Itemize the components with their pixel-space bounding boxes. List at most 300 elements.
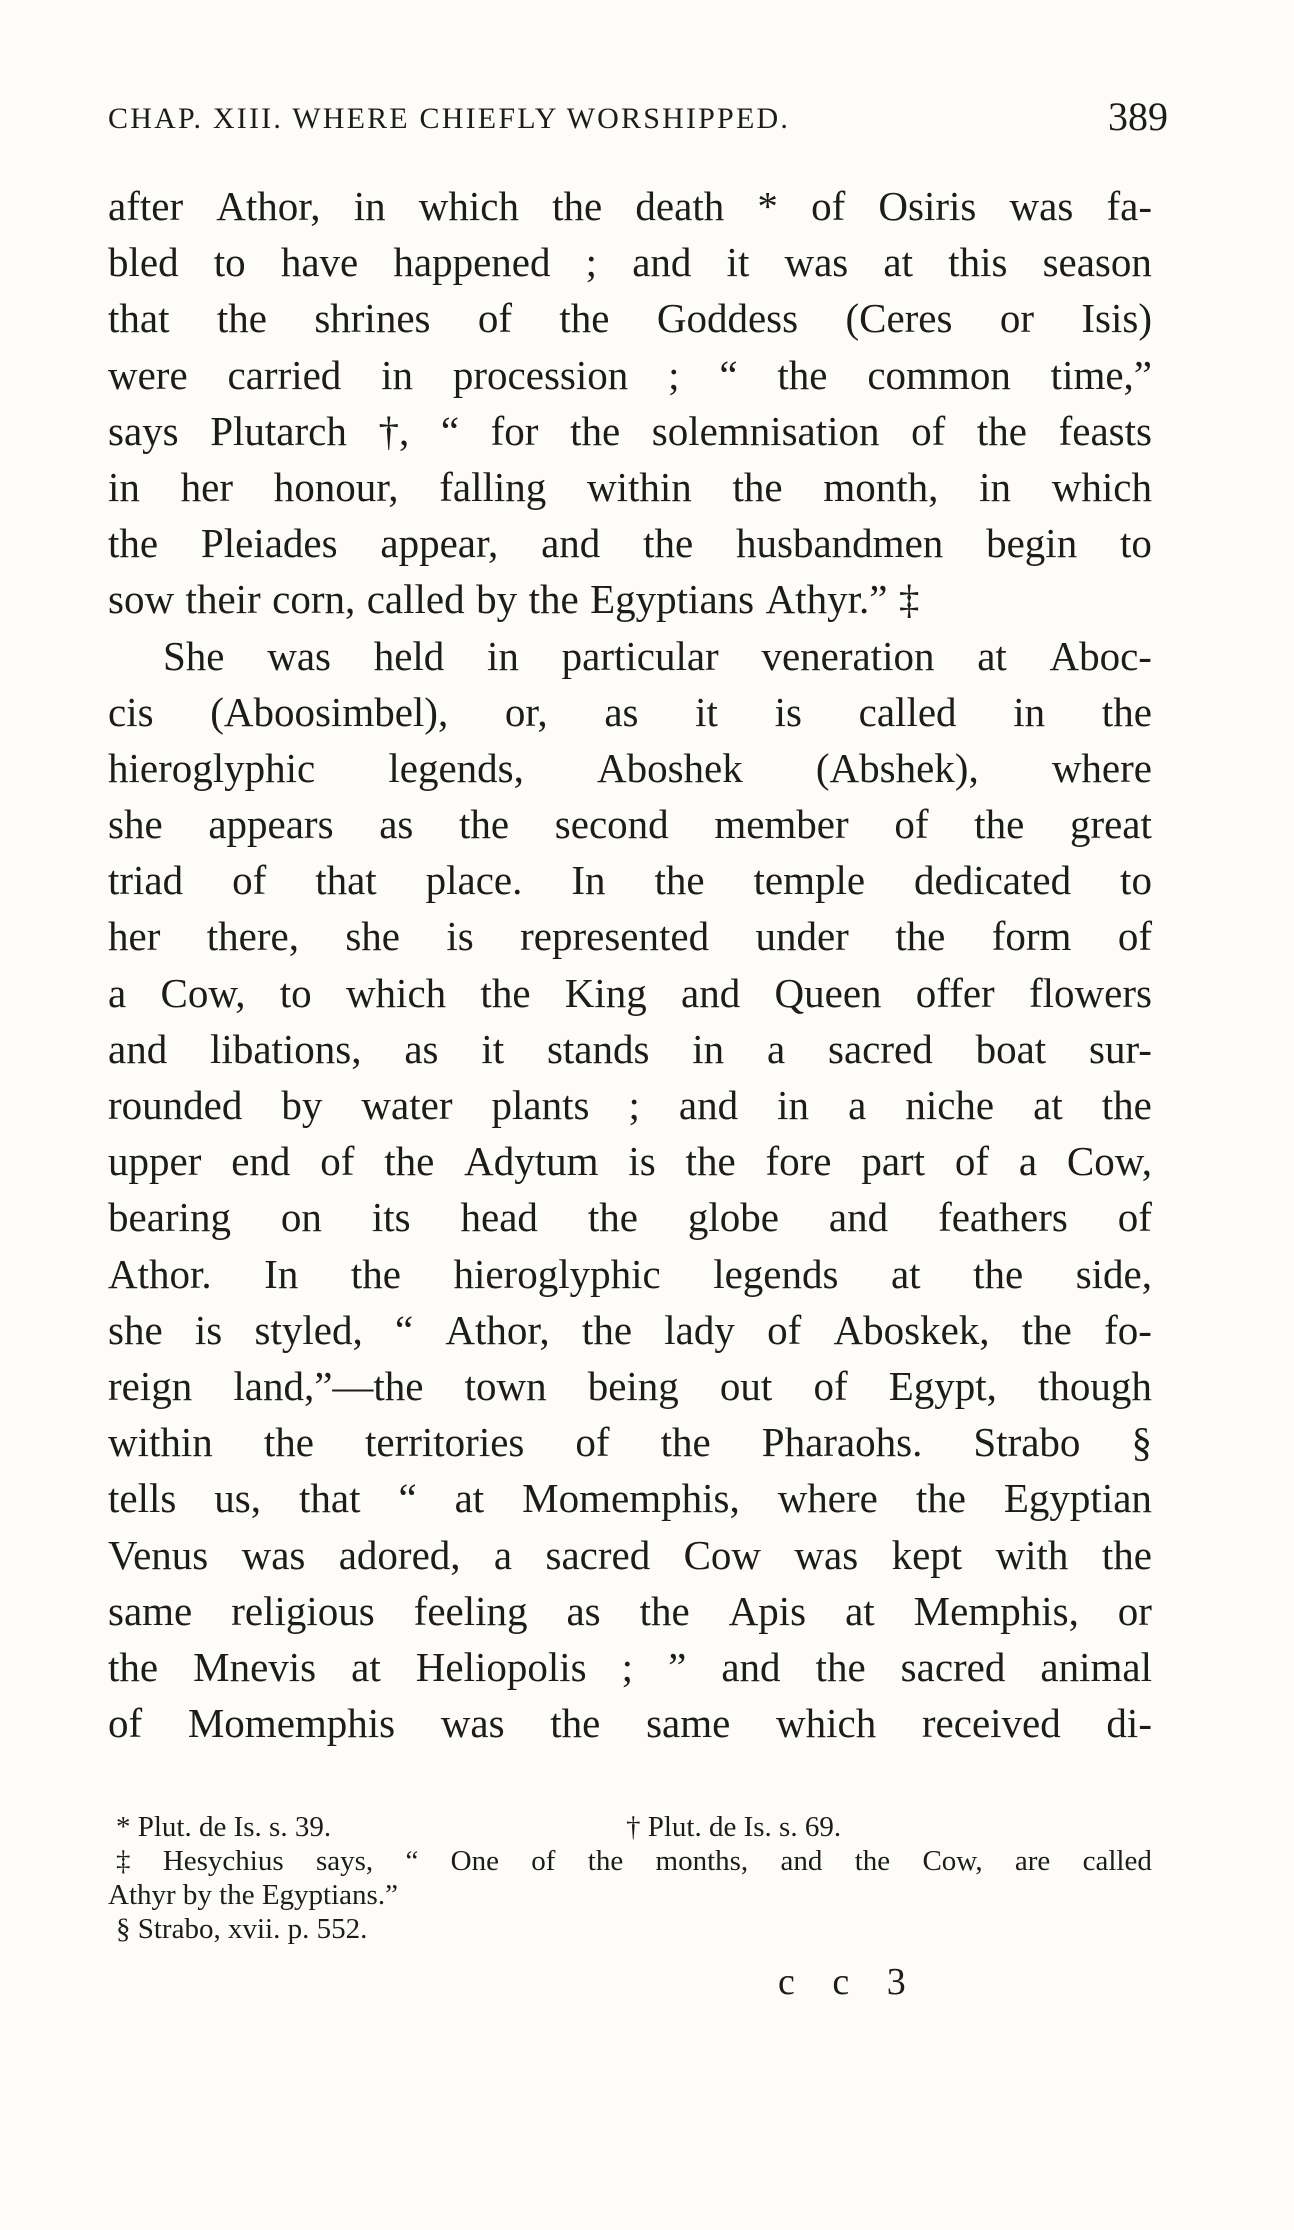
word: the [1021,1306,1072,1353]
chapter-title: CHAP. XIII. WHERE CHIEFLY WORSHIPPED. [108,102,791,135]
word: procession [452,351,629,398]
word: offer [915,969,995,1016]
word: was [241,1531,306,1578]
word: the [732,463,783,510]
word: a [848,1082,867,1128]
word: Osiris [878,183,977,229]
word: She [163,632,225,679]
word: (Aboosimbel), [210,688,449,735]
word: animal [1040,1643,1152,1690]
word: by [281,1082,323,1128]
word: that [315,857,377,904]
word: in [353,183,386,229]
word: the [350,1250,401,1297]
word: the [216,295,267,342]
text-line [108,1527,1152,1583]
word: called [366,576,465,623]
word: end [231,1138,291,1185]
word: In [264,1250,299,1297]
word: Apis [728,1587,807,1634]
word: sacred [545,1531,651,1578]
word: the [1101,1082,1152,1128]
word: Athor. [108,1250,212,1297]
word: second [554,801,669,848]
word: the [550,1700,601,1747]
word: she [345,913,400,960]
word: at [1033,1082,1063,1128]
word: the [643,520,694,567]
word: water [361,1082,453,1128]
footnote-continuation-text: Athyr by the Egyptians.” [108,1879,398,1911]
word: in [777,1082,810,1128]
word: “ [394,1306,414,1353]
text-line [108,1246,1152,1302]
word: common [867,351,1011,398]
word: the [685,1138,736,1185]
text-line [108,290,1152,346]
text-line [108,515,1152,571]
word: to [1120,520,1152,567]
word: for [490,407,539,454]
word: of [1117,913,1152,960]
word: § [1131,1419,1152,1466]
word: ; [621,1643,634,1690]
word: of [320,1138,355,1185]
footnote-double-dagger-continued [108,1878,1152,1912]
word: months, [655,1845,749,1877]
word: Mnevis [193,1643,317,1690]
word: of [575,1419,610,1466]
text-line [108,178,1152,234]
word: globe [687,1194,779,1241]
word: or [999,295,1034,342]
word: and [632,239,692,286]
word: as [379,801,414,848]
word: on [280,1194,322,1241]
word: of [894,801,929,848]
word: the [480,969,531,1016]
word: the [587,1194,638,1241]
word: Aboshek [596,744,743,791]
word: sur- [1088,1025,1152,1072]
word: (Ceres [845,295,953,342]
text-line [108,347,1152,403]
word: death [635,183,725,229]
word: ; [668,351,680,398]
word: ‡ [898,576,920,623]
word: Pleiades [200,520,338,567]
word: which [1051,463,1152,510]
word: was [1009,183,1074,229]
word: the [976,407,1027,454]
word: the [108,520,159,567]
text-line [108,1470,1152,1526]
word: the [459,801,510,848]
word: its [371,1194,411,1241]
word: the [552,183,603,229]
word: of [108,1700,143,1747]
word: town [464,1362,547,1409]
word: happened [393,239,551,286]
word: the [559,295,610,342]
word: the [654,857,705,904]
word: is [194,1306,223,1353]
word: after [108,183,184,229]
word: feathers [938,1194,1068,1241]
word: at [890,1250,921,1297]
text-line [108,852,1152,908]
word: and [541,520,601,567]
word: the [660,1419,711,1466]
word: sacred [900,1643,1006,1690]
word: or [1117,1587,1152,1634]
word: and [108,1025,168,1072]
word: she [108,1306,163,1353]
word: or, [504,688,548,735]
footnote-row [108,1810,1152,1844]
word: falling [439,463,547,510]
text-line [108,1583,1152,1639]
word: Hesychius [162,1845,284,1877]
text-line [108,1302,1152,1358]
word: same [108,1587,193,1634]
word: the [777,351,828,398]
word: with [995,1531,1069,1578]
word: fore [765,1138,832,1185]
word: ; [585,239,598,286]
word: husbandmen [736,520,944,567]
word: part [861,1138,926,1185]
word: where [1051,744,1152,791]
word: of [813,1362,848,1409]
word: solemnisation [651,407,880,454]
word: which [345,969,447,1016]
word: which [776,1700,877,1747]
word: her [180,463,233,510]
word: a [767,1025,786,1072]
word: where [777,1475,878,1522]
word: sow [108,576,175,623]
footnote-double-dagger [108,1844,1152,1878]
word: is [628,1138,656,1185]
word: Momemphis [187,1700,396,1747]
word: libations, [210,1025,362,1072]
text-line [108,571,1152,627]
word: head [460,1194,538,1241]
word: her [108,913,161,960]
word: have [280,239,359,286]
word: feeling [413,1587,528,1634]
word: of [954,1138,990,1185]
word: a [1018,1138,1038,1185]
word: the [570,407,621,454]
word: the [108,1643,159,1690]
word: their [185,576,261,623]
word: the [587,1845,624,1877]
word: was [440,1700,505,1747]
word: Memphis, [913,1587,1079,1634]
word: Heliopolis [415,1643,587,1690]
word: and [780,1845,823,1877]
word: at [977,632,1007,679]
word: hieroglyphic [453,1250,661,1297]
word: represented [520,913,710,960]
word: plants [491,1082,590,1128]
word: Venus [108,1531,209,1578]
word: stands [546,1025,650,1072]
word: in [979,463,1012,510]
word: bled [108,239,179,286]
word: this [948,239,1008,286]
word: reign [108,1362,193,1409]
word: in [381,351,414,398]
word: the [915,1475,966,1522]
word: held [373,632,445,679]
word: upper [108,1138,202,1185]
word: that [298,1475,361,1522]
word: fa- [1106,183,1152,229]
word: appears [208,801,334,848]
word: “ [398,1475,417,1522]
word: territories [364,1419,525,1466]
word: of [477,295,513,342]
word: the [263,1419,314,1466]
text-line [108,965,1152,1021]
word: †, [378,407,410,454]
word: month, [823,463,939,510]
word: shrines [314,295,431,342]
text-line [108,1414,1152,1470]
word: Egypt, [888,1362,997,1409]
word: Momemphis, [522,1475,740,1522]
word: it [481,1025,505,1072]
word: kept [891,1531,963,1578]
word: being [587,1362,679,1409]
word: Adytum [464,1138,599,1185]
word: season [1042,239,1152,286]
word: in [487,632,519,679]
text-line [108,684,1152,740]
word: called [1082,1845,1152,1877]
word: lady [664,1306,735,1353]
text-line [108,1077,1152,1133]
word: carried [227,351,342,398]
word: Strabo [973,1419,1081,1466]
word: same [646,1700,731,1747]
word: bearing [108,1194,231,1241]
word: to [279,969,312,1016]
word: boat [975,1025,1047,1072]
word: Aboc- [1049,632,1152,679]
word: the [581,1306,633,1353]
word: says [108,407,179,454]
text-line [108,796,1152,852]
word: time,” [1050,351,1152,398]
word: the [895,913,946,960]
word: ” [668,1643,687,1690]
word: to [213,239,246,286]
word: of [1117,1194,1152,1241]
text-line [108,740,1152,796]
word: veneration [761,632,935,679]
word: adored, [338,1531,461,1578]
word: corn, [272,576,356,623]
word: within [587,463,692,510]
word: which [418,183,519,229]
word: a [108,969,127,1016]
word: were [108,351,188,398]
word: place. [425,857,523,904]
word: legends, [388,744,524,791]
word: the [384,1138,435,1185]
word: the [639,1587,690,1634]
word: though [1038,1362,1152,1409]
text-line [108,1358,1152,1414]
word: member [714,801,849,848]
word: Aboskek, [833,1306,990,1353]
word: and [721,1643,781,1690]
text-line [108,1695,1152,1751]
signature-mark: c c 3 [778,1961,920,2003]
word: cis [108,688,154,735]
word: * [757,183,778,229]
word: at [351,1643,381,1690]
word: ‡ [116,1845,131,1877]
word: Egyptians [590,576,755,623]
word: “ [719,351,738,398]
word: feasts [1058,407,1152,454]
text-line [108,908,1152,964]
text-line [108,1639,1152,1695]
body-text [108,178,1152,1751]
word: temple [753,857,866,904]
word: Cow, [1066,1138,1152,1185]
word: tells [108,1475,177,1522]
word: honour, [273,463,399,510]
word: says, [315,1845,374,1877]
word: are [1014,1845,1051,1877]
word: great [1069,801,1152,848]
word: Athyr.” [765,576,888,623]
word: in [692,1025,725,1072]
word: In [571,857,606,904]
word: that [108,295,170,342]
word: triad [108,857,184,904]
word: One [450,1845,499,1877]
word: Pharaohs. [761,1419,923,1466]
text-line [108,1021,1152,1077]
word: Athor, [445,1306,550,1353]
word: appear, [380,520,499,567]
footnote-row [108,1912,1152,1946]
word: us, [214,1475,262,1522]
word: “ [405,1845,419,1877]
word: the [974,801,1025,848]
word: the [973,1250,1024,1297]
word: out [719,1362,773,1409]
word: sacred [828,1025,933,1072]
word: and [828,1194,889,1241]
word: Isis) [1081,295,1152,342]
word: rounded [108,1082,243,1128]
word: di- [1106,1700,1152,1747]
word: at [883,239,914,286]
word: the [1101,1531,1152,1578]
word: Goddess [656,295,799,342]
word: the [528,576,579,623]
word: dedicated [914,857,1072,904]
word: fo- [1104,1306,1152,1353]
running-head [108,94,1168,144]
word: of [811,183,846,229]
word: the [854,1845,891,1877]
word: legends [713,1250,839,1297]
word: as [566,1587,601,1634]
word: a [493,1531,513,1578]
word: and [678,1082,739,1128]
footnote-dagger: † Plut. de Is. s. 69. [626,1811,842,1843]
word: is [446,913,474,960]
word: under [755,913,849,960]
word: received [921,1700,1061,1747]
word: was [794,1531,859,1578]
word: land,”—the [233,1362,424,1409]
word: particular [561,632,719,679]
word: Egyptian [1003,1475,1152,1522]
text-line [108,459,1152,515]
word: niche [905,1082,995,1128]
word: at [845,1587,875,1634]
text-line [108,234,1152,290]
footnotes [108,1810,1152,1946]
word: Cow [683,1531,762,1578]
footnote-section: § Strabo, xvii. p. 552. [116,1913,368,1945]
word: side, [1075,1250,1152,1297]
word: is [774,688,802,735]
word: within [108,1419,213,1466]
word: she [108,801,163,848]
footnote-star: * Plut. de Is. s. 39. [116,1811,332,1843]
text-line [108,1133,1152,1189]
word: flowers [1028,969,1152,1016]
text-line [108,1189,1152,1245]
word: there, [206,913,299,960]
word: as [604,688,639,735]
word: as [404,1025,439,1072]
word: called [858,688,957,735]
word: Queen [774,969,882,1016]
word: styled, [254,1306,363,1353]
word: “ [440,407,460,454]
word: in [108,463,140,510]
word: was [784,239,849,286]
word: the [1101,688,1152,735]
word: Plutarch [210,407,347,454]
word: King [564,969,647,1016]
word: ; [628,1082,640,1128]
word: was [267,632,331,679]
page-number: 389 [1108,94,1168,139]
word: Cow, [922,1845,983,1877]
word: of [767,1306,802,1353]
word: of [531,1845,556,1877]
text-line [108,628,1152,684]
word: the [815,1643,866,1690]
word: in [1013,688,1046,735]
word: of [911,407,946,454]
word: and [681,969,741,1016]
word: it [695,688,718,735]
